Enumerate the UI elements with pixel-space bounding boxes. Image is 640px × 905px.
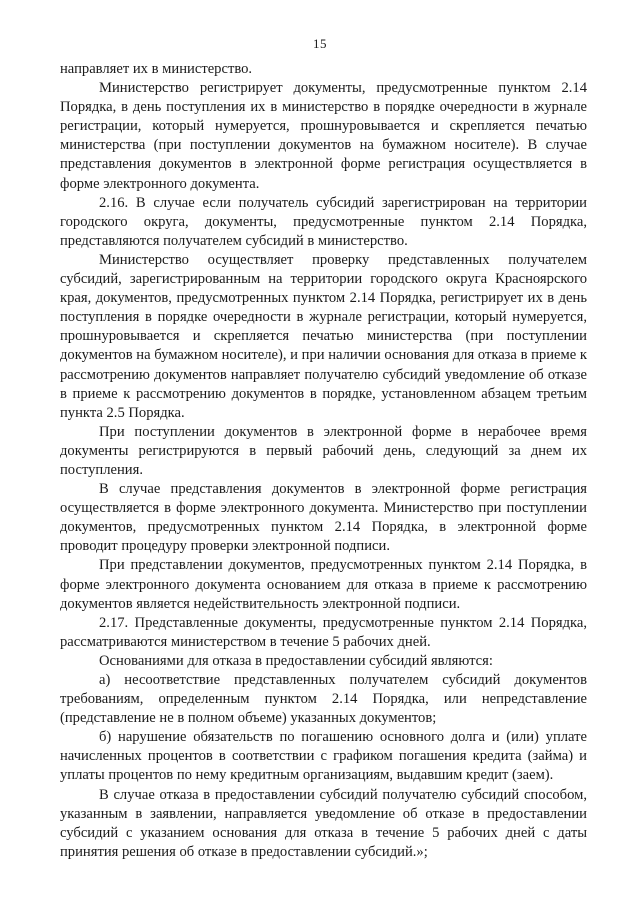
page-number: 15: [313, 36, 327, 51]
paragraph-ground-a: а) несоответствие представленных получателем субсидий документов требованиям, определенным пунктом 2.14 Порядка, или непредставление (представление не в полном объеме) указанных документов;: [60, 672, 587, 727]
paragraph-ground-b: б) нарушение обязательств по погашению основного долга и (или) уплате начисленных процентов в соответствии с графиком погашения кредита (займа) и уплаты процентов по нему кредитным организациям, выдавшим кредит (заем).: [60, 729, 587, 784]
document-body: [60, 60, 587, 862]
paragraph-electronic-registration: В случае представления документов в электронной форме регистрация осуществляется в форме электронного документа. Министерство при поступлении документов, предусмотренных пунктом 2.14 Порядка, в электронной форме проводит процедуру проверки электронной подписи.: [60, 481, 587, 555]
paragraph-registration: Министерство регистрирует документы, предусмотренные пунктом 2.14 Порядка, в день поступления их в министерство в порядке очередности в журнале регистрации, который нумеруется, прошнуровывается и скрепляется печатью министерства (при поступлении документов на бумажном носителе). В случае представления документов в электронной форме регистрация осуществляется в форме электронного документа.: [60, 80, 587, 192]
paragraph-refusal-notice: В случае отказа в предоставлении субсидий получателю субсидий способом, указанным в заявлении, направляется уведомление об отказе в предоставлении субсидий с указанием основания для отказа в течение 5 рабочих дней с даты принятия решения об отказе в предоставлении субсидий.»;: [60, 786, 587, 860]
paragraph-ministry-check: Министерство осуществляет проверку представленных получателем субсидий, зарегистрированным на территории городского округа Красноярского края, документов, предусмотренных пунктом 2.14 Порядка, регистрирует их в день поступления в порядке очередности в журнале регистрации, который нумеруется, прошнуровывается и скрепляется печатью министерства (при поступлении документов на бумажном носителе), и при наличии основания для отказа в приеме к рассмотрению документов направляет получателю субсидий уведомление об отказе в приеме к рассмотрению документов в порядке, установленном абзацем третьим пункта 2.5 Порядка.: [60, 251, 587, 421]
paragraph-non-working-time: При поступлении документов в электронной форме в нерабочее время документы регистрируются в первый рабочий день, следующий за днем их поступления.: [60, 423, 587, 478]
paragraph-continuation: направляет их в министерство.: [60, 61, 253, 77]
paragraph-2-16: 2.16. В случае если получатель субсидий зарегистрирован на территории городского округа, документы, предусмотренные пунктом 2.14 Порядка, представляются получателем субсидий в министерство.: [60, 194, 587, 249]
paragraph-electronic-refusal: При представлении документов, предусмотренных пунктом 2.14 Порядка, в форме электронного документа основанием для отказа в приеме к рассмотрению документов является недействительность электронной подписи.: [60, 557, 587, 612]
paragraph-refusal-grounds: Основаниями для отказа в предоставлении субсидий являются:: [99, 652, 493, 669]
paragraph-2-17: 2.17. Представленные документы, предусмотренные пунктом 2.14 Порядка, рассматриваются министерством в течение 5 рабочих дней.: [60, 614, 587, 650]
